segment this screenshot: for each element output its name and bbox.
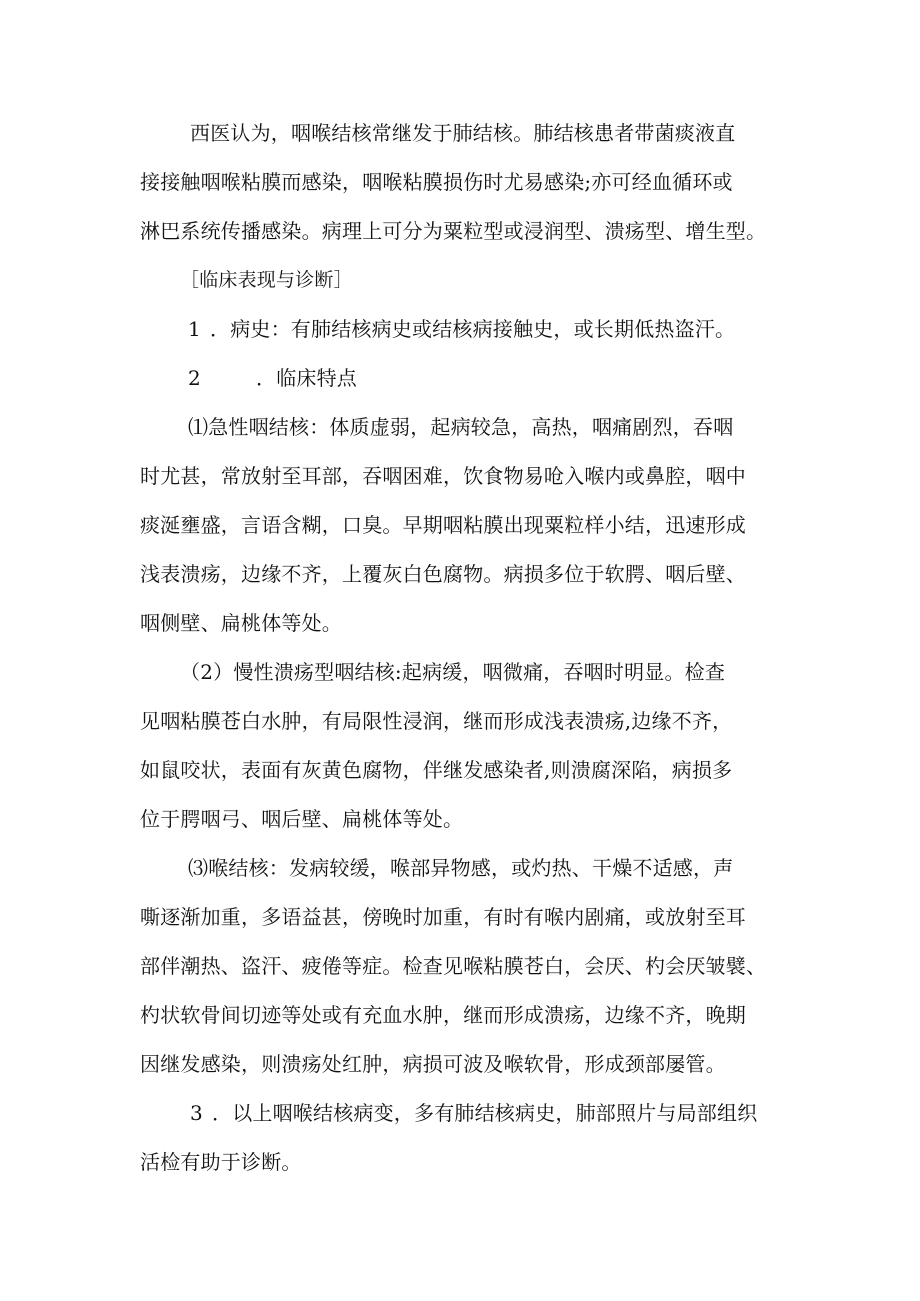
sub-1-line-5: 咽侧壁、扁桃体等处。 [140,611,342,635]
sub-3-line-4: 杓状软骨间切迹等处或有充血水肿，继而形成溃疡，边缘不齐，晚期 [140,1003,746,1027]
sub-2-line-1: （2）慢性溃疡型咽结核:起病缓，咽微痛，吞咽时明显。检查 [180,660,726,684]
sub-3-line-1: ⑶喉结核：发病较缓，喉部异物感，或灼热、干燥不适感，声 [188,856,734,880]
item-1-number: 1 [188,317,201,341]
sub-1-line-3: 痰涎壅盛，言语含糊，口臭。早期咽粘膜出现粟粒样小结，迅速形成 [140,513,746,537]
section-heading: ［临床表现与诊断］ [180,269,353,291]
sub-3-line-2: 嘶逐渐加重，多语益甚，傍晚时加重，有时有喉内剧痛，或放射至耳 [140,905,746,929]
item-2 [188,366,357,390]
item-1 [188,317,735,341]
sub-2-line-4: 位于腭咽弓、咽后壁、扁桃体等处。 [140,807,464,831]
item-3-text: ．以上咽喉结核病变，多有肺结核病史，肺部照片与局部组织 [212,1101,758,1125]
sub-2-line-3: 如鼠咬状，表面有灰黄色腐物，伴继发感染者,则溃腐深陷，病损多 [140,758,733,782]
sub-1-line-2: 时尤甚，常放射至耳部，吞咽困难，饮食物易呛入喉内或鼻腔，咽中 [140,464,746,488]
sub-1-line-4: 浅表溃疡，边缘不齐，上覆灰白色腐物。病损多位于软腭、咽后壁、 [140,562,746,586]
item-2-text: ．临床特点 [256,366,357,390]
item-3-line-2: 活检有助于诊断。 [140,1150,302,1174]
sub-1-line-1: ⑴急性咽结核：体质虚弱，起病较急，高热，咽痛剧烈，吞咽 [188,415,734,439]
sub-2-line-2: 见咽粘膜苍白水肿，有局限性浸润，继而形成浅表溃疡,边缘不齐， [140,709,733,733]
intro-line-3: 淋巴系统传播感染。病理上可分为粟粒型或浸润型、溃疡型、增生型。 [140,219,767,243]
item-1-text: ．病史：有肺结核病史或结核病接触史，或长期低热盗汗。 [210,317,736,341]
item-2-number: 2 [188,366,201,390]
item-3-number: 3 [190,1101,203,1125]
item-3-line-1 [190,1101,757,1125]
sub-3-line-3: 部伴潮热、盗汗、疲倦等症。检查见喉粘膜苍白，会厌、杓会厌皱襞、 [140,954,767,978]
intro-line-1: 西医认为，咽喉结核常继发于肺结核。肺结核患者带菌痰液直 [190,121,736,145]
intro-line-2: 接接触咽喉粘膜而感染，咽喉粘膜损伤时尤易感染;亦可经血循环或 [140,170,733,194]
sub-3-line-5: 因继发感染，则溃疡处红肿，病损可波及喉软骨，形成颈部屡管。 [140,1052,726,1076]
